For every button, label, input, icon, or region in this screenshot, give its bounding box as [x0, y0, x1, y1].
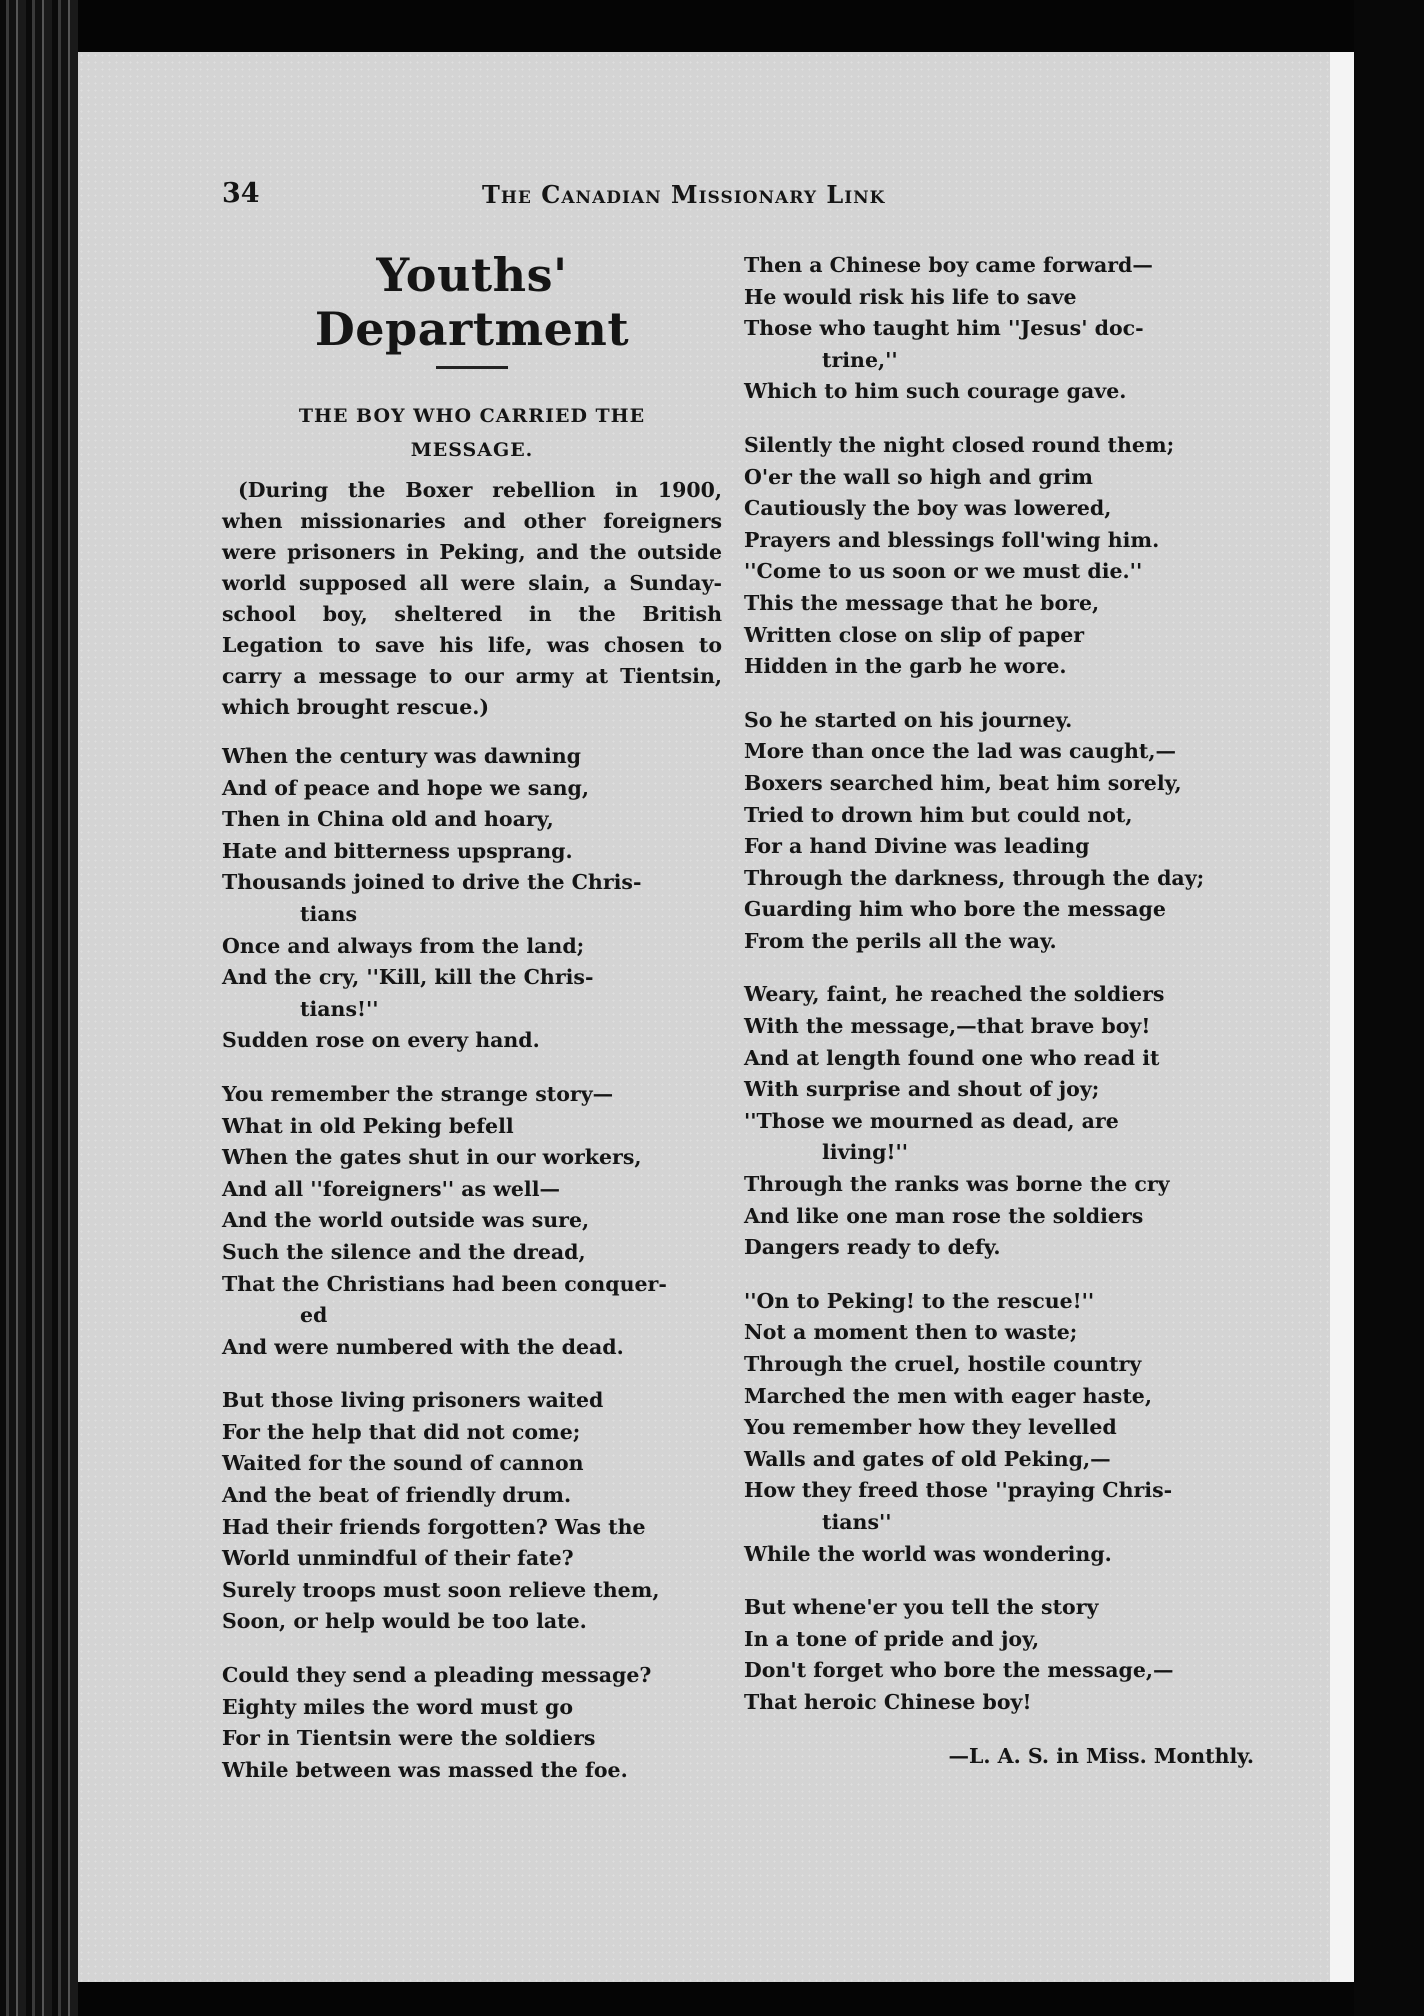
stanza — [222, 1385, 722, 1638]
poem-line: Eighty miles the word must go — [222, 1694, 574, 1719]
poem-line: Silently the night closed round them; — [744, 432, 1175, 457]
department-title: Youths' Department — [314, 248, 630, 356]
poem-line: While between was massed the foe. — [222, 1757, 628, 1782]
stanza — [744, 250, 1254, 408]
poem-line: For the help that did not come; — [222, 1419, 581, 1444]
poem-line: Thousands joined to drive the Chris- — [222, 870, 642, 895]
poem-line: While the world was wondering. — [744, 1541, 1112, 1566]
poem-line: ''Those we mourned as dead, are — [744, 1108, 1119, 1133]
story-intro: (During the Boxer rebellion in 1900, when missionaries and other foreigners were prisoners in Peking, and the outside world supposed all were slain, a Sunday-school boy, sheltered in the British Legation to save his life, was chosen to carry a message to our army at Tientsin, which brought rescue.) — [222, 478, 722, 719]
poem-line: With surprise and shout of joy; — [744, 1077, 1100, 1102]
poem-line: ed — [300, 1303, 328, 1328]
poem-line: He would risk his life to save — [744, 284, 1077, 309]
poem-line: More than once the lad was caught,— — [744, 739, 1177, 764]
poem-line: For in Tientsin were the soldiers — [222, 1726, 596, 1751]
story-title-line: THE BOY WHO CARRIED THE — [298, 405, 646, 427]
poem-line: When the gates shut in our workers, — [222, 1145, 642, 1170]
poem-line: Then a Chinese boy came forward— — [744, 253, 1153, 277]
poem-line: You remember the strange story— — [222, 1081, 614, 1106]
title-divider — [436, 366, 508, 369]
poem-line: Tried to drown him but could not, — [744, 802, 1133, 827]
poem-line: Dangers ready to defy. — [744, 1235, 1001, 1260]
poem-line: And all ''foreigners'' as well— — [222, 1176, 560, 1201]
poem-line: Had their friends forgotten? Was the — [222, 1514, 646, 1539]
poem-line: So he started on his journey. — [744, 707, 1073, 732]
left-column — [222, 248, 722, 1808]
poem-line: Don't forget who bore the message,— — [744, 1658, 1174, 1683]
poem-line: Hate and bitterness upsprang. — [222, 838, 573, 863]
poem-line: That heroic Chinese boy! — [744, 1689, 1032, 1714]
book-binding — [0, 0, 78, 2016]
poem-line: trine,'' — [822, 347, 898, 372]
poem-line: Prayers and blessings foll'wing him. — [744, 527, 1160, 552]
poem-line: ''Come to us soon or we must die.'' — [744, 559, 1143, 584]
next-page-edge — [1330, 52, 1354, 1982]
poem-line: Weary, faint, he reached the soldiers — [744, 982, 1165, 1007]
poem-line: And the world outside was sure, — [222, 1208, 590, 1233]
story-title — [222, 399, 722, 467]
scan-margin — [1354, 0, 1424, 2016]
poem-line: You remember how they levelled — [744, 1415, 1117, 1440]
poem-line: Boxers searched him, beat him sorely, — [744, 770, 1182, 795]
poem-line: When the century was dawning — [222, 744, 582, 768]
poem-line: In a tone of pride and joy, — [744, 1626, 1040, 1651]
poem-line: Walls and gates of old Peking,— — [744, 1446, 1111, 1471]
stanza — [744, 1592, 1254, 1718]
stanza — [222, 741, 722, 1057]
poem-line: This the message that he bore, — [744, 590, 1100, 615]
poem-line: Cautiously the boy was lowered, — [744, 496, 1112, 521]
poem-left — [222, 741, 722, 1786]
stanza — [744, 430, 1254, 683]
poem-line: Such the silence and the dread, — [222, 1239, 586, 1264]
poem-line: Surely troops must soon relieve them, — [222, 1577, 660, 1602]
page-number: 34 — [222, 178, 260, 209]
poem-line: And of peace and hope we sang, — [222, 775, 590, 800]
running-title: The Canadian Missionary Link — [482, 180, 886, 209]
poem-line: Soon, or help would be too late. — [222, 1609, 587, 1634]
stanza — [222, 1079, 722, 1363]
stanza — [222, 1660, 722, 1786]
poem-line: But those living prisoners waited — [222, 1388, 604, 1413]
poem-line: And like one man rose the soldiers — [744, 1203, 1144, 1228]
poem-line: Waited for the sound of cannon — [222, 1451, 584, 1476]
poem-line: But whene'er you tell the story — [744, 1595, 1099, 1620]
page-header — [222, 178, 982, 218]
poem-line: Through the cruel, hostile country — [744, 1352, 1142, 1376]
poem-line: From the perils all the way. — [744, 928, 1057, 953]
poem-line: Through the ranks was borne the cry — [744, 1172, 1170, 1197]
poem-line: That the Christians had been conquer- — [222, 1271, 667, 1296]
poem-line: O'er the wall so high and grim — [744, 464, 1094, 489]
right-column — [744, 250, 1254, 1771]
poem-line: And were numbered with the dead. — [222, 1334, 624, 1359]
poem-line: tians'' — [822, 1509, 892, 1534]
poem-line: And the cry, ''Kill, kill the Chris- — [222, 965, 594, 990]
stanza — [744, 1286, 1254, 1570]
poem-line: And at length found one who read it — [744, 1045, 1160, 1070]
attribution: —L. A. S. in Miss. Monthly. — [948, 1743, 1254, 1768]
poem-line: Hidden in the garb he wore. — [744, 654, 1067, 679]
poem-line: How they freed those ''praying Chris- — [744, 1478, 1173, 1503]
poem-line: Those who taught him ''Jesus' doc- — [744, 316, 1144, 341]
poem-line: World unmindful of their fate? — [222, 1546, 574, 1571]
poem-line: Which to him such courage gave. — [744, 379, 1127, 404]
poem-line: With the message,—that brave boy! — [744, 1014, 1151, 1039]
poem-right — [744, 250, 1254, 1719]
stanza — [744, 979, 1254, 1263]
poem-line: Marched the men with eager haste, — [744, 1383, 1152, 1408]
poem-line: tians — [300, 901, 357, 926]
poem-line: Sudden rose on every hand. — [222, 1028, 540, 1053]
poem-line: And the beat of friendly drum. — [222, 1483, 572, 1508]
poem-line: living!'' — [822, 1140, 909, 1165]
story-title-line: MESSAGE. — [410, 439, 534, 461]
poem-line: Could they send a pleading message? — [222, 1663, 652, 1688]
poem-line: tians!'' — [300, 996, 379, 1021]
poem-line: Not a moment then to waste; — [744, 1320, 1078, 1345]
poem-line: ''On to Peking! to the rescue!'' — [744, 1288, 1095, 1313]
stanza — [744, 705, 1254, 958]
poem-line: What in old Peking befell — [222, 1113, 514, 1138]
poem-line: For a hand Divine was leading — [744, 834, 1090, 859]
poem-line: Through the darkness, through the day; — [744, 865, 1205, 890]
poem-line: Guarding him who bore the message — [744, 897, 1166, 922]
poem-line: Then in China old and hoary, — [222, 807, 554, 832]
poem-line: Once and always from the land; — [222, 933, 585, 958]
poem-line: Written close on slip of paper — [744, 622, 1085, 647]
